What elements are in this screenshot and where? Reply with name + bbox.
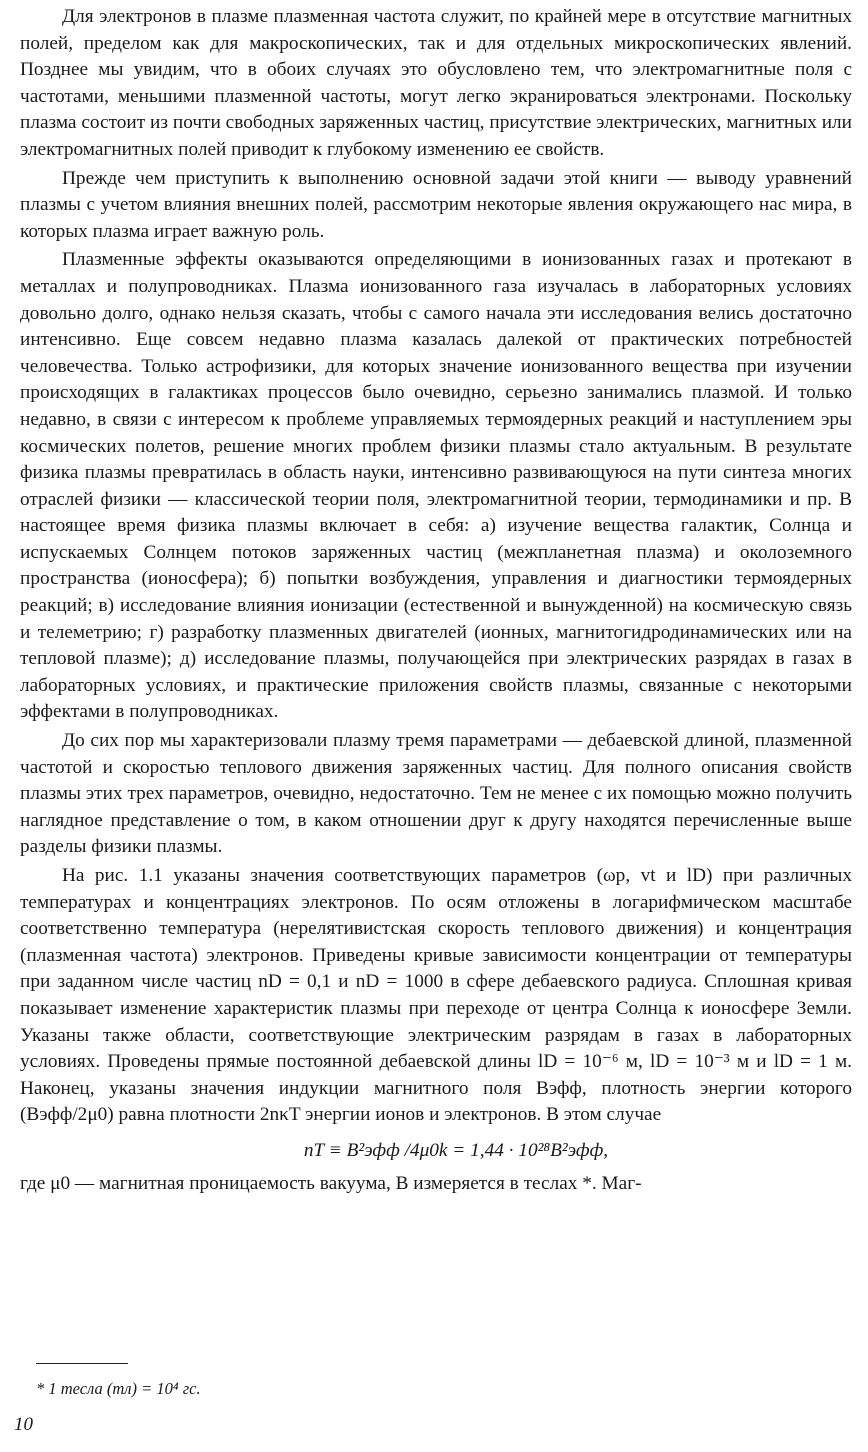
formula: nT ≡ B²эфф /4μ0k = 1,44 · 10²⁸B²эфф, (303, 1139, 609, 1161)
paragraph-2: Прежде чем приступить к выполнению основной задачи этой книги — выводу уравнений плазмы с учетом влияния внешних полей, рассмотрим некоторые явления окружающего нас мира, в которых плазма играет важную роль. (20, 167, 852, 242)
paragraph-4: До сих пор мы характеризовали плазму тремя параметрами — дебаевской длиной, плазменной частотой и скоростью теплового движения заряженных частиц. Для полного описания свойств плазмы этих трех параметров, очевидно, недостаточно. Тем не менее с их помощью можно получить наглядное представление о том, в каком отношении друг к другу находятся перечисленные выше разделы физики плазмы. (20, 730, 852, 858)
paragraph-5: На рис. 1.1 указаны значения соответствующих параметров (ωp, vt и lD) при различных температурах и концентрациях электронов. По осям отложены в логарифмическом масштабе соответственно температура (нерелятивистская скорость теплового движения) и концентрация (плазменная частота) электронов. Приведены кривые зависимости концентрации от температуры при заданном числе частиц nD = 0,1 и nD = 1000 в сфере дебаевского радиуса. Сплошная кривая показывает изменение характеристик плазмы при переходе от центра Солнца к ионосфере Земли. Указаны также области, соответствующие электрическим разрядам в газах в лабораторных условиях. Проведены прямые постоянной дебаевской длины lD = 10⁻⁶ м, lD = 10⁻³ м и lD = 1 м. Наконец, указаны значения индукции магнитного поля Bэфф, плотность энергии которого (Bэфф/2μ0) равна плотности 2nκT энергии ионов и электронов. В этом случае (20, 865, 852, 1126)
body-text (20, 4, 852, 1198)
paragraph-after-formula: где μ0 — магнитная проницаемость вакуума, B измеряется в теслах *. Маг- (20, 1172, 642, 1194)
footnote-divider (36, 1363, 128, 1364)
paragraph-1: Для электронов в плазме плазменная частота служит, по крайней мере в отсутствие магнитных полей, пределом как для макроскопических, так и для отдельных микроскопических явлений. Позднее мы увидим, что в обоих случаях это обусловлено тем, что электромагнитные поля с частотами, меньшими плазменной частоты, могут легко экранироваться электронами. Поскольку плазма состоит из почти свободных заряженных частиц, присутствие электрических, магнитных или электромагнитных полей приводит к глубокому изменению ее свойств. (20, 6, 852, 160)
page-number: 10 (14, 1414, 33, 1435)
footnote: * 1 тесла (тл) = 10⁴ гс. (36, 1379, 201, 1398)
paragraph-3: Плазменные эффекты оказываются определяющими в ионизованных газах и протекают в металлах и полупроводниках. Плазма ионизованного газа изучалась в лабораторных условиях довольно долго, однако нельзя сказать, чтобы с самого начала эти исследования велись достаточно интенсивно. Еще совсем недавно плазма казалась далекой от практических потребностей человечества. Только астрофизики, для которых значение ионизованного вещества при изучении происходящих в галактиках процессов было очевидно, серьезно занимались плазмой. И только недавно, в связи с интересом к проблеме управляемых термоядерных реакций и наступлением эры космических полетов, решение многих проблем физики плазмы стало актуальным. В результате физика плазмы превратилась в область науки, интенсивно развивающуюся на пути синтеза многих отраслей физики — классической теории поля, электромагнитной теории, термодинамики и пр. В настоящее время физика плазмы включает в себя: а) изучение вещества галактик, Солнца и испускаемых Солнцем потоков заряженных частиц (межпланетная плазма) и околоземного пространства (ионосфера); б) попытки возбуждения, управления и диагностики термоядерных реакций; в) исследование влияния ионизации (естественной и вынужденной) на космическую связь и телеметрию; г) разработку плазменных двигателей (ионных, магнитогидродинамических или на тепловой плазме); д) исследование плазмы, получающейся при электрических разрядах в газах в лабораторных условиях, и практические приложения свойств плазмы, связанные с некоторыми эффектами в полупроводниках. (20, 249, 852, 723)
